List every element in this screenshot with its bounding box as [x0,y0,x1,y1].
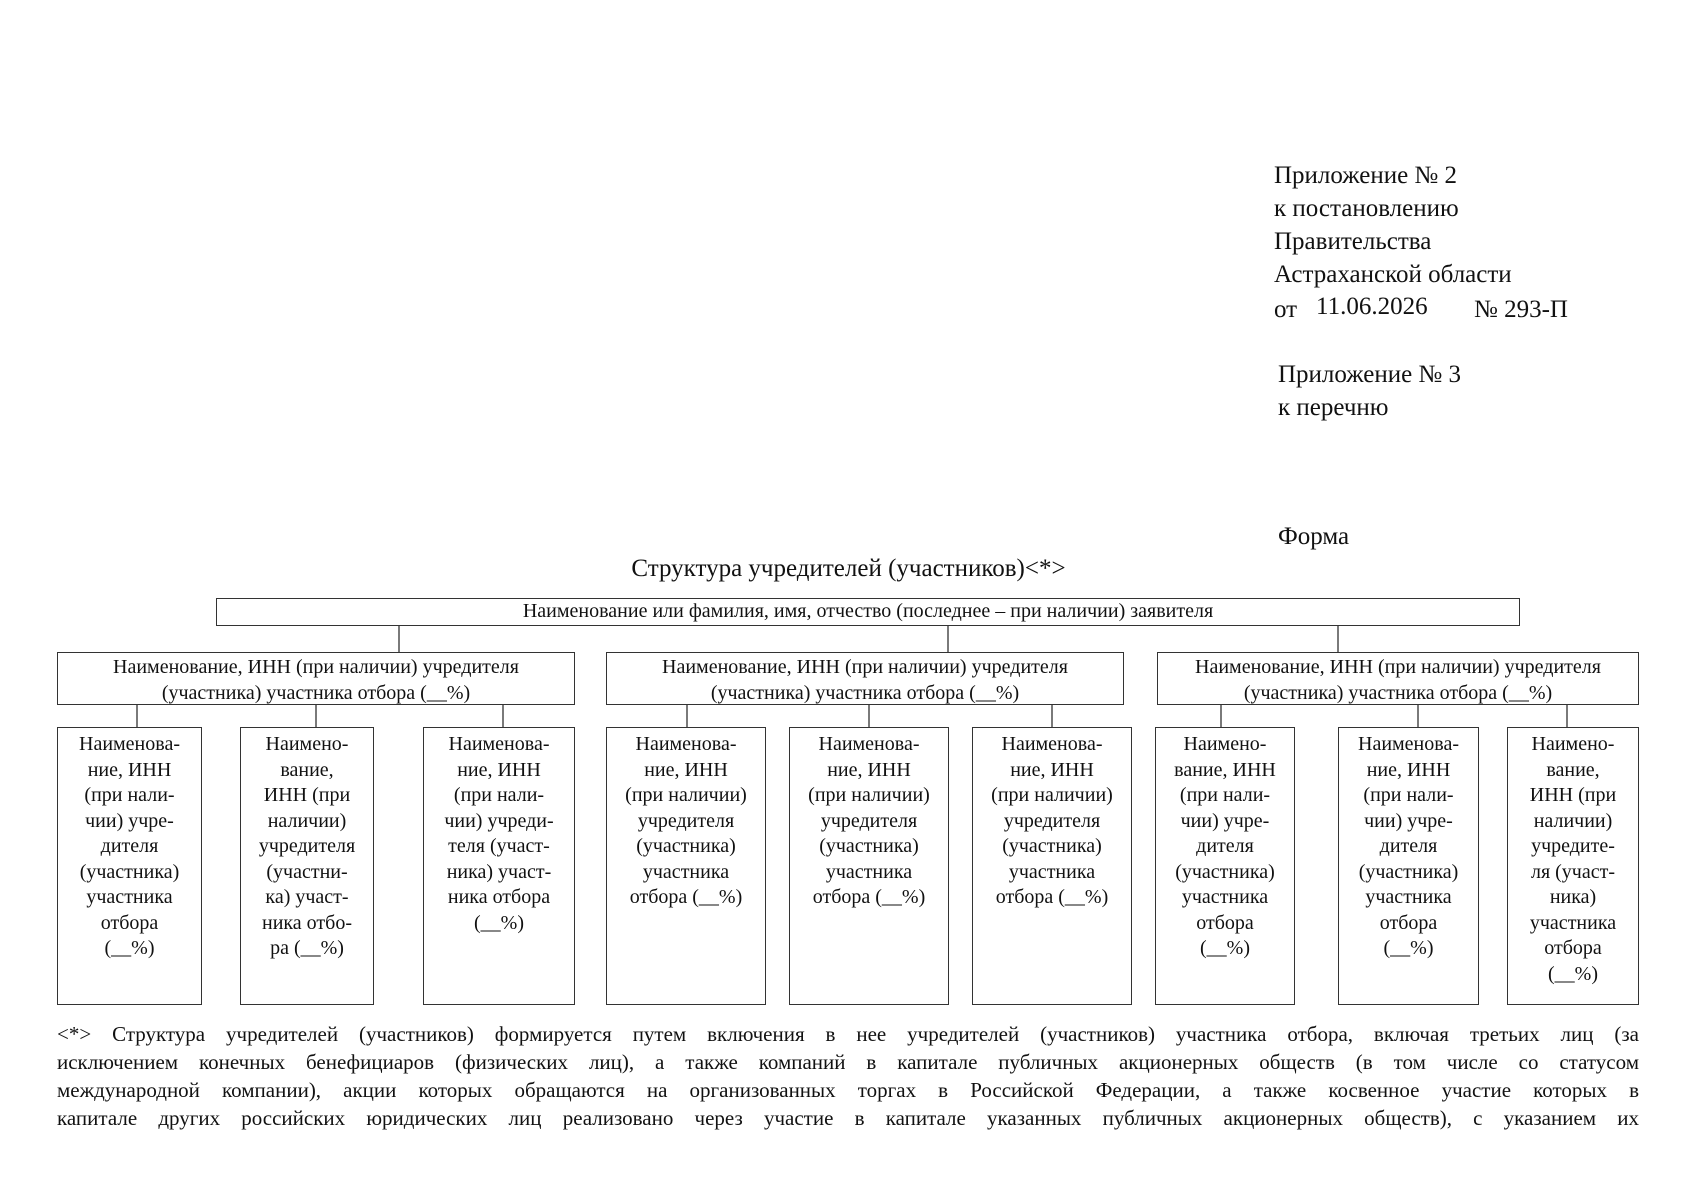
sub-founder-box-2: Наимено- вание, ИНН (при наличии) учредителя (участни- ка) участ- ника отбо- ра (__%) [240,727,374,1005]
footnote-line-4: капитале других российских юридических лиц реализовано через участие в капитале указанных публичных акционерных обществ), с указанием их [57,1106,1639,1130]
sub-founder-box-1: Наименова- ние, ИНН (при нали- чии) учре- дителя (участника) участника отбора (__%) [57,727,202,1005]
appendix-2-line-1: Приложение № 2 [1274,162,1458,189]
sub-founder-box-4: Наименова- ние, ИНН (при наличии) учредителя (участника) участника отбора (__%) [606,727,766,1005]
sub-founder-box-8: Наименова- ние, ИНН (при нали- чии) учре- дителя (участника) участника отбора (__%) [1338,727,1479,1005]
date-value: 11.06.2026 [1316,293,1428,320]
applicant-name-box: Наименование или фамилия, имя, отчество (последнее – при наличии) заявителя [216,598,1520,626]
document-title: Структура учредителей (участников)<*> [631,555,1066,582]
appendix-3-line-1: Приложение № 3 [1278,361,1462,388]
appendix-3-line-2: к перечню [1278,394,1389,421]
appendix-2-line-4: Астраханской области [1274,261,1512,288]
footnote-line-2: исключением конечных бенефициаров (физических лиц), а также компаний в капитале публичных акционерных обществ (в том числе со статусом [57,1050,1639,1074]
founder-box-1: Наименование, ИНН (при наличии) учредителя (участника) участника отбора (__%) [57,652,575,705]
founder-box-2: Наименование, ИНН (при наличии) учредителя (участника) участника отбора (__%) [606,652,1124,705]
form-label: Форма [1278,523,1350,550]
date-prefix: от [1274,296,1298,323]
sub-founder-box-9: Наимено- вание, ИНН (при наличии) учредите- ля (участ- ника) участника отбора (__%) [1507,727,1639,1005]
sub-founder-box-6: Наименова- ние, ИНН (при наличии) учредителя (участника) участника отбора (__%) [972,727,1132,1005]
appendix-2-line-3: Правительства [1274,228,1432,255]
document-number: № 293-П [1474,296,1568,323]
founder-box-3: Наименование, ИНН (при наличии) учредителя (участника) участника отбора (__%) [1157,652,1639,705]
footnote [57,1020,1639,1132]
appendix-2-line-2: к постановлению [1274,195,1459,222]
sub-founder-box-5: Наименова- ние, ИНН (при наличии) учредителя (участника) участника отбора (__%) [789,727,949,1005]
sub-founder-box-7: Наимено- вание, ИНН (при нали- чии) учре- дителя (участника) участника отбора (__%) [1155,727,1295,1005]
footnote-line-1: <*> Структура учредителей (участников) формируется путем включения в нее учредителей (участников) участника отбора, включая третьих лиц (за [57,1022,1639,1046]
sub-founder-box-3: Наименова- ние, ИНН (при нали- чии) учреди- теля (участ- ника) участ- ника отбора (__%) [423,727,575,1005]
footnote-line-3: международной компании), акции которых обращаются на организованных торгах в Российской Федерации, а также косвенное участие которых в [57,1078,1639,1102]
